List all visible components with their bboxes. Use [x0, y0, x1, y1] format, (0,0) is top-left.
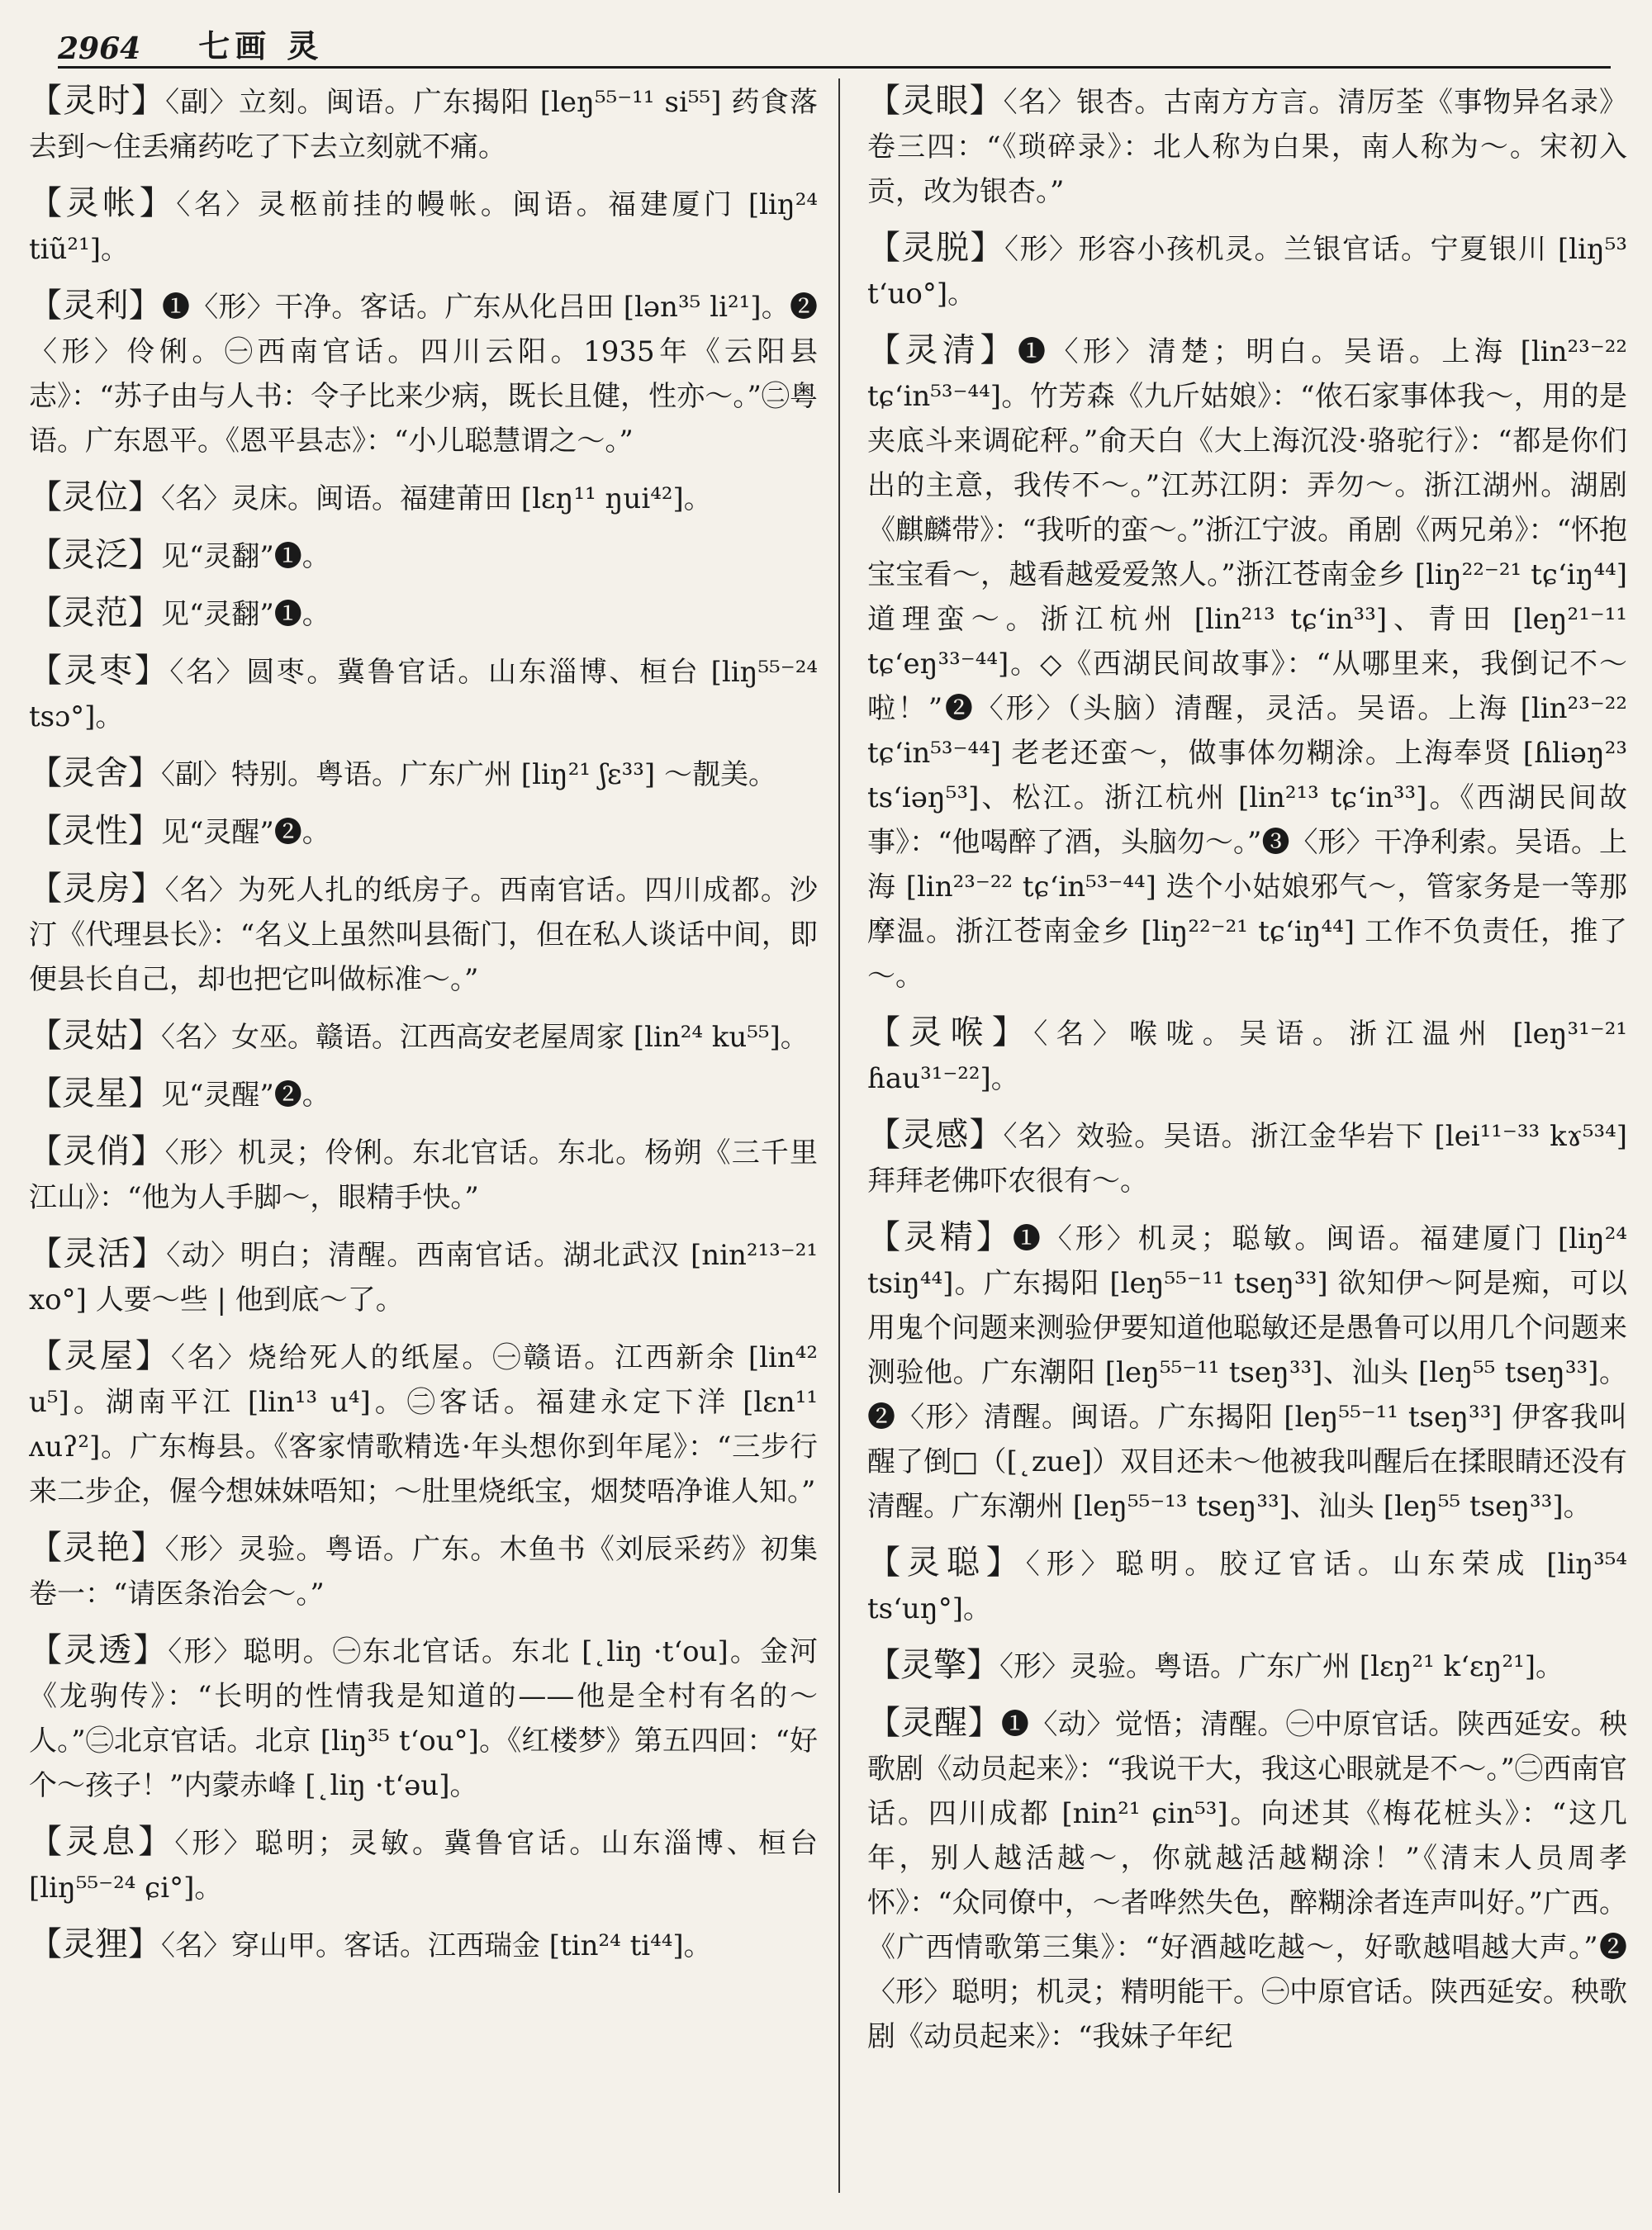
- entry-definition: ❶〈形〉干净。客话。广东从化吕田 [lən³⁵ li²¹]。❷〈形〉伶俐。㊀西南官话。四川云阳。1935年《云阳县志》：“苏子由与人书：令子比来少病，既长且健，性亦～。”㊁粤语。广东恩平。《恩平县志》：“小儿聪慧谓之～。”: [29, 291, 818, 458]
- dictionary-entry: [867, 1215, 1627, 1529]
- dictionary-entry: [29, 1820, 818, 1910]
- entry-headword: 【灵姑】: [29, 1017, 161, 1055]
- entry-headword: 【灵时】: [29, 82, 166, 120]
- entry-definition: 〈形〉灵验。粤语。广东。木鱼书《刘辰采药》初集卷一：“请医条治会～。”: [29, 1533, 818, 1611]
- entry-definition: ❶〈形〉清楚；明白。吴语。上海 [lin²³⁻²² tɕ‘in⁵³⁻⁴⁴]。竹芳森《九斤姑娘》：“侬石家事体我～，用的是夹底斗来调砣秤。”俞天白《大上海沉没·骆驼行》：“都是你们出的主意，我传不～。”江苏江阴：弄勿～。浙江湖州。湖剧《麒麟带》：“我听的蛮～。”浙江宁波。甬剧《两兄弟》：“怀抱宝宝看～，越看越爱爱煞人。”浙江苍南金乡 [liŋ²²⁻²¹ tɕ‘iŋ⁴⁴] 道理蛮～。浙江杭州 [lin²¹³ tɕ‘in³³]、青田 [leŋ²¹⁻¹¹ tɕ‘eŋ³³⁻⁴⁴]。◇《西湖民间故事》：“从哪里来，我倒记不～啦！”❷〈形〉（头脑）清醒，灵活。吴语。上海 [lin²³⁻²² tɕ‘in⁵³⁻⁴⁴] 老老还蛮～，做事体勿糊涂。上海奉贤 [ɦliəŋ²³ ts‘iəŋ⁵³]、松江。浙江杭州 [lin²¹³ tɕ‘in³³]。《西湖民间故事》：“他喝醉了酒，头脑勿～。”❸〈形〉干净利索。吴语。上海 [lin²³⁻²² tɕ‘in⁵³⁻⁴⁴] 迭个小姑娘邪气～，管家务是一等那摩温。浙江苍南金乡 [liŋ²²⁻²¹ tɕ‘iŋ⁴⁴] 工作不负责任，推了～。: [867, 335, 1627, 993]
- dictionary-entry: [29, 866, 818, 1002]
- entry-definition: 〈名〉女巫。赣语。江西高安老屋周家 [lin²⁴ ku⁵⁵]。: [161, 1021, 809, 1054]
- entry-headword: 【灵枣】: [29, 652, 170, 690]
- entry-definition: 〈形〉聪明。胶辽官话。山东荣成 [liŋ³⁵⁴ ts‘uŋ°]。: [867, 1548, 1627, 1625]
- entry-definition: 〈形〉聪明；灵敏。冀鲁官话。山东淄博、桓台 [liŋ⁵⁵⁻²⁴ ɕi°]。: [29, 1827, 818, 1905]
- dictionary-entry: [29, 533, 818, 579]
- entry-definition: 〈名〉为死人扎的纸房子。西南官话。四川成都。沙汀《代理县长》：“名义上虽然叫县衙门，但在私人谈话中间，即便县长自己，却也把它叫做标准～。”: [29, 874, 818, 996]
- entry-headword: 【灵艳】: [29, 1529, 165, 1567]
- dictionary-entry: [29, 1922, 818, 1968]
- dictionary-entry: [867, 1540, 1627, 1631]
- entry-headword: 【灵利】: [29, 287, 162, 325]
- entry-headword: 【灵透】: [29, 1631, 169, 1669]
- dictionary-entry: [867, 1113, 1627, 1203]
- entry-definition: ❶〈形〉机灵；聪敏。闽语。福建厦门 [liŋ²⁴ tsiŋ⁴⁴]。广东揭阳 [leŋ⁵⁵⁻¹¹ tseŋ³³] 欲知伊～阿是痴，可以用鬼个问题来测验伊要知道他聪敏还是愚鲁可以用几个问题来测验他。广东潮阳 [leŋ⁵⁵⁻¹¹ tseŋ³³]、汕头 [leŋ⁵⁵ tseŋ³³]。❷〈形〉清醒。闽语。广东揭阳 [leŋ⁵⁵⁻¹¹ tseŋ³³] 伊客我叫醒了倒□（[˛zue]）双目还未～他被我叫醒后在揉眼睛还没有清醒。广东潮州 [leŋ⁵⁵⁻¹³ tseŋ³³]、汕头 [leŋ⁵⁵ tseŋ³³]。: [867, 1222, 1627, 1523]
- dictionary-entry: [29, 1231, 818, 1322]
- entry-definition: 见“灵醒”❷。: [161, 1079, 330, 1112]
- dictionary-entry: [29, 809, 818, 855]
- left-column: [29, 78, 818, 2218]
- entry-headword: 【灵醒】: [867, 1704, 1001, 1742]
- entry-definition: 见“灵翻”❶。: [161, 598, 330, 631]
- entry-headword: 【灵活】: [29, 1235, 167, 1273]
- entry-definition: 〈名〉效验。吴语。浙江金华岩下 [lei¹¹⁻³³ kɤ⁵³⁴] 拜拜老佛吓农很有～。: [867, 1120, 1627, 1198]
- entry-headword: 【灵喉】: [867, 1013, 1034, 1051]
- entry-definition: 〈名〉穿山甲。客话。江西瑞金 [tin²⁴ ti⁴⁴]。: [161, 1929, 712, 1962]
- entry-definition: 〈名〉银杏。古南方方言。清厉荃《事物异名录》卷三四：“《琐碎录》：北人称为白果，南人称为～。宋初入贡，改为银杏。”: [867, 86, 1627, 208]
- entry-headword: 【灵泛】: [29, 536, 161, 574]
- entry-definition: 〈动〉明白；清醒。西南官话。湖北武汉 [nin²¹³⁻²¹ xo°] 人要～些 | 他到底～了。: [29, 1239, 818, 1317]
- dictionary-entry: [29, 751, 818, 797]
- page-title: 七画 灵: [198, 27, 324, 64]
- dictionary-entry: [29, 78, 818, 169]
- dictionary-entry: [867, 1010, 1627, 1101]
- entry-definition: 见“灵醒”❷。: [161, 816, 330, 849]
- dictionary-entry: [867, 1643, 1627, 1689]
- entry-headword: 【灵范】: [29, 594, 161, 632]
- entry-headword: 【灵性】: [29, 812, 161, 850]
- entry-definition: 〈名〉圆枣。冀鲁官话。山东淄博、桓台 [liŋ⁵⁵⁻²⁴ tsɔ°]。: [29, 656, 818, 733]
- dictionary-entry: [867, 1701, 1627, 2059]
- entry-headword: 【灵息】: [29, 1823, 175, 1861]
- entry-definition: 〈形〉聪明。㊀东北官话。东北 [˛liŋ ·t‘ou]。金河《龙驹传》：“长明的性情我是知道的——他是全村有名的～人。”㊁北京官话。北京 [liŋ³⁵ t‘ou°]。《红楼梦》第五四回：“好个～孩子！”内蒙赤峰 [˛liŋ ·t‘əu]。: [29, 1635, 818, 1802]
- entry-definition: 〈副〉立刻。闽语。广东揭阳 [leŋ⁵⁵⁻¹¹ si⁵⁵] 药食落去到～住丢痛药吃了下去立刻就不痛。: [29, 86, 818, 164]
- right-column: [867, 78, 1627, 2218]
- entry-headword: 【灵位】: [29, 478, 161, 516]
- dictionary-entry: [29, 648, 818, 739]
- entry-headword: 【灵星】: [29, 1075, 161, 1113]
- entry-definition: 〈形〉灵验。粤语。广东广州 [lɛŋ²¹ k‘ɛŋ²¹]。: [999, 1650, 1564, 1683]
- page-header: [58, 17, 1611, 69]
- dictionary-entry: [867, 328, 1627, 999]
- entry-headword: 【灵眼】: [867, 82, 1004, 120]
- entry-definition: 〈名〉喉咙。吴语。浙江温州 [leŋ³¹⁻²¹ ɦau³¹⁻²²]。: [867, 1018, 1627, 1095]
- dictionary-entry: [867, 225, 1627, 316]
- dictionary-entry: [29, 283, 818, 463]
- dictionary-entry: [29, 1129, 818, 1220]
- dictionary-entry: [29, 1525, 818, 1616]
- entry-definition: ❶〈动〉觉悟；清醒。㊀中原官话。陕西延安。秧歌剧《动员起来》：“我说干大，我这心眼就是不～。”㊁西南官话。四川成都 [nin²¹ ɕin⁵³]。向述其《梅花桩头》：“这几年，别人越活越～，你就越活越糊涂！”《清末人员周孝怀》：“众同僚中，～者哗然失色，醉糊涂者连声叫好。”广西。《广西情歌第三集》：“好酒越吃越～，好歌越唱越大声。”❷〈形〉聪明；机灵；精明能干。㊀中原官话。陕西延安。秧歌剧《动员起来》：“我妹子年纪: [867, 1708, 1627, 2053]
- entry-definition: 〈形〉机灵；伶俐。东北官话。东北。杨朔《三千里江山》：“他为人手脚～，眼精手快。”: [29, 1136, 818, 1214]
- column-divider: [838, 78, 840, 2193]
- entry-headword: 【灵舍】: [29, 754, 161, 792]
- entry-definition: 〈名〉灵床。闽语。福建莆田 [lɛŋ¹¹ ŋui⁴²]。: [161, 482, 712, 515]
- entry-headword: 【灵擎】: [867, 1646, 999, 1684]
- dictionary-entry: [29, 475, 818, 521]
- entry-definition: 〈副〉特别。粤语。广东广州 [liŋ²¹ ʃɛ³³] ～靓美。: [161, 758, 776, 791]
- entry-headword: 【灵感】: [867, 1116, 1004, 1154]
- dictionary-entry: [29, 181, 818, 272]
- entry-definition: 〈形〉形容小孩机灵。兰银官话。宁夏银川 [liŋ⁵³ t‘uo°]。: [867, 233, 1627, 311]
- entry-definition: 见“灵翻”❶。: [161, 540, 330, 573]
- dictionary-entry: [29, 1071, 818, 1117]
- entry-headword: 【灵帐】: [29, 184, 177, 222]
- entry-definition: 〈名〉灵柩前挂的幔帐。闽语。福建厦门 [liŋ²⁴ tiũ²¹]。: [29, 188, 818, 266]
- entry-headword: 【灵房】: [29, 870, 165, 908]
- dictionary-entry: [867, 78, 1627, 214]
- entry-headword: 【灵屋】: [29, 1337, 171, 1375]
- entry-headword: 【灵精】: [867, 1218, 1013, 1256]
- entry-headword: 【灵脱】: [867, 229, 1005, 267]
- dictionary-entry: [29, 1013, 818, 1060]
- entry-headword: 【灵狸】: [29, 1925, 161, 1963]
- entry-headword: 【灵聪】: [867, 1544, 1026, 1582]
- entry-definition: 〈名〉烧给死人的纸屋。㊀赣语。江西新余 [lin⁴² u⁵]。湖南平江 [lin¹³ u⁴]。㊁客话。福建永定下洋 [lɛn¹¹ ʌuʔ²]。广东梅县。《客家情歌精选·年头想你到年尾》：“三步行来二步企，偓今想妹妹唔知；～肚里烧纸宝，烟焚唔净谁人知。”: [29, 1341, 818, 1508]
- dictionary-entry: [29, 1628, 818, 1808]
- entry-headword: 【灵清】: [867, 331, 1018, 369]
- dictionary-entry: [29, 1334, 818, 1514]
- entry-headword: 【灵俏】: [29, 1132, 165, 1170]
- dictionary-entry: [29, 591, 818, 637]
- page-number: 2964: [58, 31, 141, 66]
